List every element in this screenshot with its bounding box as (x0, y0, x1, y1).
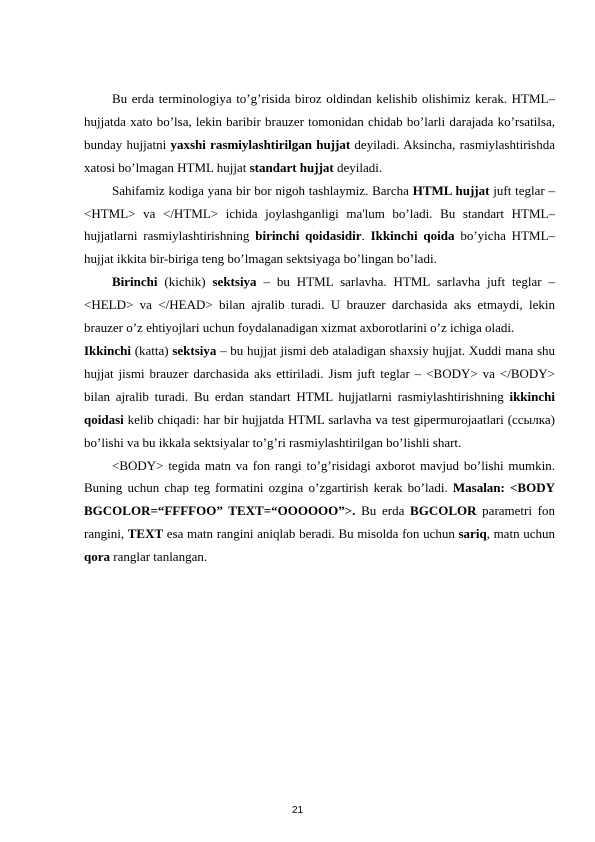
paragraph-text: deyiladi. (333, 159, 383, 175)
bold-term: yaxshi rasmiylashtirilgan hujjat (170, 136, 351, 152)
paragraph-text: Bu erda (355, 503, 411, 519)
paragraph-text: parametri fon rangini, (84, 503, 555, 542)
paragraph-text: esa matn rangini aniqlab beradi. Bu misolda fon uchun (163, 526, 459, 542)
bold-term: birinchi qoidasidir (255, 228, 362, 244)
bold-term: BGCOLOR (410, 503, 477, 519)
paragraph-text: Bu erda terminologiya to’g’risida biroz oldindan kelishib olishimiz kerak. HTML–hujjatda xato bo’lsa, lekin baribir brauzer tomonidan chidab bo’larli darajada ko’rsatilsa, bunday hujjatni (84, 91, 555, 152)
page-number: 21 (291, 805, 304, 816)
paragraph-text: <BODY> tegida matn va fon rangi to’g’risidagi axborot mavjud bo’lishi mumkin. Buning uchun chap teg formatini ozgina o’zgartirish kerak bo’ladi. (84, 457, 555, 496)
paragraph-text: juft teglar – <HTML> va </HTML> ichida joylashganligi ma'lum bo’ladi. Bu standart HTML–hujjatlarni rasmiylashtirishning (84, 182, 555, 244)
paragraph-body-section (84, 340, 555, 455)
bold-term: Ikkinchi qoida (370, 228, 455, 244)
paragraph-text: – bu hujjat jismi deb ataladigan shaxsiy hujjat. Xuddi mana shu hujjat jismi brauzer darchasida aks ettiriladi. Jism juft teglar – <BODY> va </BODY> bilan ajralib turadi. Bu erdan standart HTML hujjatlarni rasmiylashtirishning (84, 342, 556, 404)
paragraph-text: . (361, 228, 371, 244)
paragraph-head-section (84, 271, 555, 340)
bold-term: sektsiya (172, 342, 217, 358)
paragraph-text: (kichik) (157, 274, 213, 290)
paragraph-text: bo’yicha HTML–hujjat ikkita bir-biriga teng bo’lmagan sektsiyaga bo’lingan bo’ladi. (84, 228, 556, 267)
bold-term: qora (84, 549, 110, 565)
paragraph-text: Sahifamiz kodiga yana bir bor nigoh tashlaymiz. Barcha (112, 182, 413, 198)
paragraph-text: ranglar tanlangan. (110, 549, 208, 565)
document-body (84, 88, 555, 569)
paragraph-body-tag-colors (84, 455, 555, 570)
paragraph-terminology (84, 88, 555, 180)
paragraph-text: deyiladi. Aksincha, rasmiylashtirishda xatosi bo’lmagan HTML hujjat (84, 136, 555, 175)
paragraph-first-rule (84, 180, 555, 272)
bold-term: HTML hujjat (412, 182, 490, 198)
code-example: Masalan: <BODY BGCOLOR=“FFFFOO” TEXT=“OOOOOO”>. (84, 480, 555, 519)
paragraph-text: kelib chiqadi: har bir hujjatda HTML sarlavha va test gipermurojaatlari (ссылка) bo’lishi va bu ikkala sektsiyalar to’g’ri rasmiylashtirilgan bo’lishli shart. (84, 411, 555, 450)
bold-term: Birinchi (112, 274, 158, 290)
paragraph-text: (katta) (130, 342, 173, 358)
bold-term: ikkinchi qoidasi (84, 388, 555, 427)
paragraph-text: – bu HTML sarlavha. HTML sarlavha juft teglar – <HELD> va </HEAD> bilan ajralib turadi. U brauzer darchasida aks etmaydi, lekin brauzer o’z ehtiyojlari uchun foydalanadigan xizmat axborotlarini o’z ichiga oladi. (84, 274, 555, 336)
bold-term: Ikkinchi (84, 342, 131, 358)
bold-term: standart hujjat (249, 159, 334, 175)
bold-term: sektsiya (212, 274, 257, 290)
bold-term: sariq (458, 526, 487, 542)
bold-term: TEXT (127, 526, 164, 542)
paragraph-text: , matn uchun (486, 526, 555, 542)
